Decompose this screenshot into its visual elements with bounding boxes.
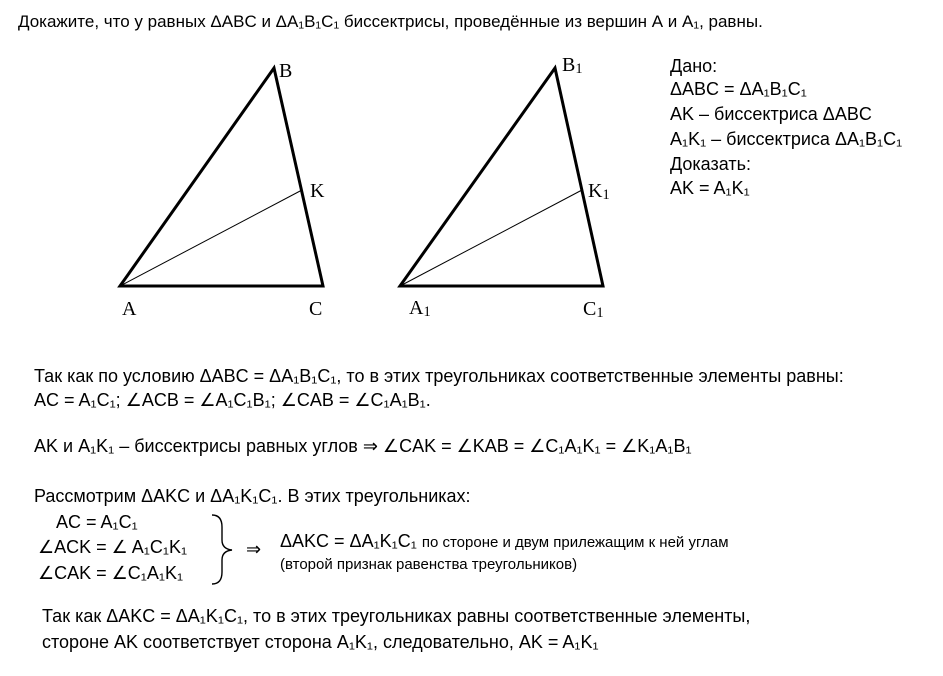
given-heading: Дано: [670, 56, 718, 76]
vertex-label-a: A [122, 298, 137, 320]
implies-arrow: ⇒ [246, 539, 262, 559]
vertex-label-b1: $B_1$ [562, 54, 583, 78]
vertex-label-b: B [279, 60, 293, 82]
vertex-label-c: C [309, 298, 323, 320]
point-label-k1: $K_1$ [588, 180, 610, 204]
given-line-2: AK – биссектриса ΔABC [670, 104, 872, 124]
problem-statement: Докажите, что у равных ΔABC и ΔA₁B₁C₁ биссектрисы, проведённые из вершин А и А₁, равны. [18, 12, 763, 31]
solution-p1-line1: Так как по условию ΔABC = ΔA₁B₁C₁, то в этих треугольниках соответственные элементы равны: [34, 366, 844, 386]
final-line2: стороне AK соответствует сторона A₁K₁, следовательно, AK = A₁K₁ [42, 632, 599, 652]
vertex-label-c1: $C_1$ [583, 298, 604, 322]
solution-p2: AK и A₁K₁ – биссектрисы равных углов ⇒ ∠CAK = ∠KAB = ∠C₁A₁K₁ = ∠K₁A₁B₁ [34, 436, 692, 456]
given-line-3: A₁K₁ – биссектриса ΔA₁B₁C₁ [670, 129, 903, 149]
conclusion-line2: (второй признак равенства треугольников) [280, 556, 578, 573]
solution-p3-intro: Рассмотрим ΔAKC и ΔA₁K₁C₁. В этих треугольниках: [34, 486, 471, 506]
equality-1: AC = A₁C₁ [56, 512, 138, 532]
conclusion-line1: ΔAKC = ΔA₁K₁C₁ по стороне и двум прилежащим к ней углам [280, 531, 729, 551]
solution-p1-line2: AC = A₁C₁; ∠ACB = ∠A₁C₁B₁; ∠CAB = ∠C₁A₁B₁. [34, 390, 431, 410]
point-label-k: K [310, 180, 325, 202]
prove-heading: Доказать: [670, 154, 751, 174]
given-line-1: ΔABC = ΔA₁B₁C₁ [670, 79, 807, 99]
equality-3: ∠CAK = ∠C₁A₁K₁ [38, 563, 184, 583]
prove-line: AK = A₁K₁ [670, 178, 750, 198]
equality-2: ∠ACK = ∠ A₁C₁K₁ [38, 537, 188, 557]
vertex-label-a1: $A_1$ [409, 297, 431, 321]
final-line1: Так как ΔAKC = ΔA₁K₁C₁, то в этих треугольниках равны соответственные элементы, [42, 606, 751, 626]
